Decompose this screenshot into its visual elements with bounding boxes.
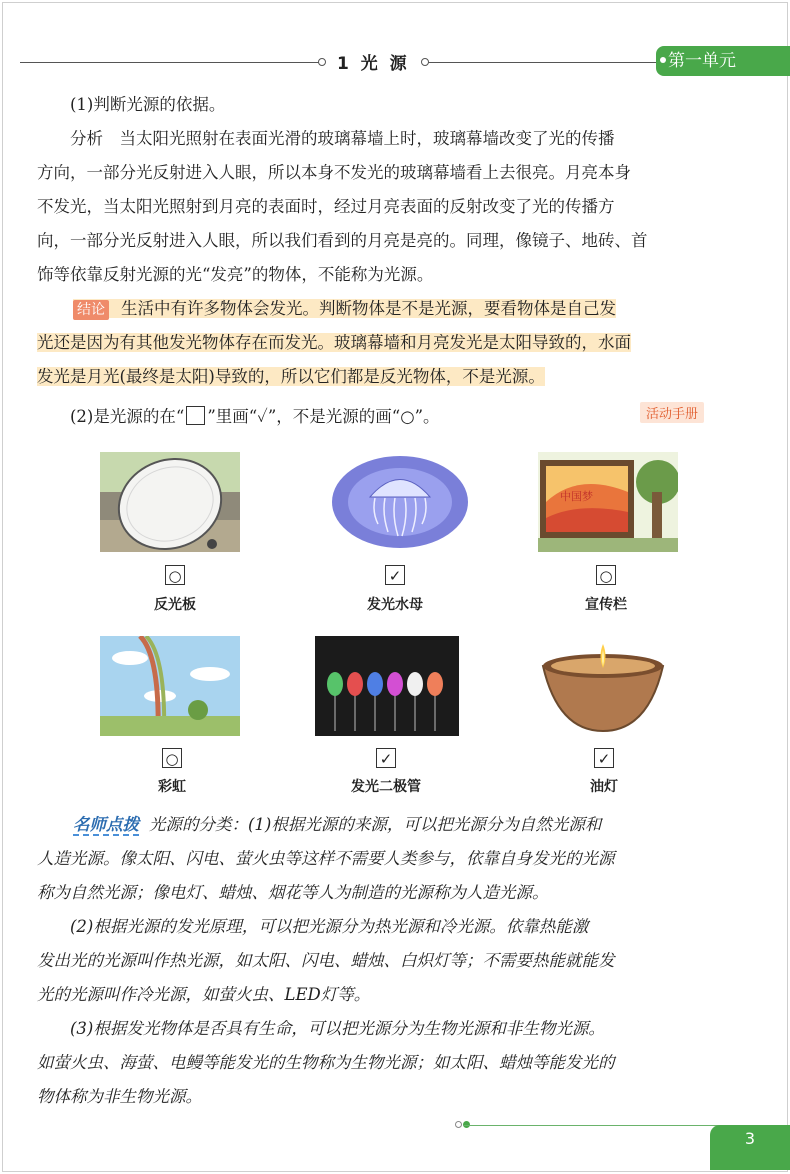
analysis-line: 饰等依靠反射光源的光“发亮”的物体，不能称为光源。 (37, 265, 434, 284)
page-number: 3 (710, 1125, 790, 1170)
label-jellyfish: 发光水母 (367, 597, 423, 613)
empty-box-symbol (186, 406, 205, 425)
answer-box-led: ✓ (376, 748, 396, 768)
answer-box-oil-lamp: ✓ (594, 748, 614, 768)
conclusion-line: 生活中有许多物体会发光。判断物体是不是光源，要看物体是自己发 (121, 299, 616, 318)
conclusion-line: 光还是因为有其他发光物体存在而发光。玻璃幕墙和月亮发光是太阳导致的，水面 (37, 333, 631, 352)
label-led: 发光二极管 (351, 779, 421, 795)
section2-heading-after: ”里画“✓”，不是光源的画“○”。 (207, 407, 440, 426)
billboard-picture (538, 452, 678, 552)
analysis-line: 分析 当太阳光照射在表面光滑的玻璃幕墙上时，玻璃幕墙改变了光的传播 (70, 129, 615, 148)
oil-lamp-picture (538, 636, 668, 736)
header-dot-left (318, 58, 326, 66)
label-billboard: 宣传栏 (585, 597, 627, 613)
tips-line: 称为自然光源；像电灯、蜡烛、烟花等人为制造的光源称为人造光源。 (37, 883, 549, 902)
label-oil-lamp: 油灯 (590, 779, 618, 795)
conclusion-tag: 结论 (73, 300, 109, 320)
led-picture (315, 636, 459, 736)
tips-line: 物体称为非生物光源。 (37, 1087, 202, 1106)
chapter-title: 1 光 源 (337, 54, 410, 74)
analysis-paragraph (37, 122, 753, 292)
header-rule-left (20, 62, 320, 63)
tips-line: 发出光的光源叫作热光源，如太阳、闪电、蜡烛、白炽灯等；不需要热能就能发 (37, 951, 615, 970)
label-reflector: 反光板 (154, 597, 196, 613)
activity-handbook-tag: 活动手册 (640, 402, 704, 423)
rainbow-picture (100, 636, 240, 736)
tips-line: 光的光源叫作冷光源，如萤火虫、LED灯等。 (37, 985, 371, 1004)
answer-box-billboard: ○ (596, 565, 616, 585)
footer-dot-hollow (455, 1121, 462, 1128)
conclusion-line-wrap (73, 299, 616, 318)
tips-line: 如萤火虫、海萤、电鳗等能发光的生物称为生物光源；如太阳、蜡烛等能发光的 (37, 1053, 615, 1072)
answer-box-rainbow: ○ (162, 748, 182, 768)
tips-block (37, 808, 753, 1114)
section1-heading: (1)判断光源的依据。 (70, 95, 226, 114)
conclusion-paragraph (37, 292, 753, 394)
tips-line: (2)根据光源的发光原理，可以把光源分为热光源和冷光源。依靠热能激 (70, 917, 589, 936)
label-rainbow: 彩虹 (158, 779, 186, 795)
reflector-picture (100, 452, 240, 552)
tips-line: 光源的分类：(1)根据光源的来源，可以把光源分为自然光源和 (149, 815, 602, 834)
billboard-text: 中国梦 (560, 490, 593, 503)
analysis-line: 不发光，当太阳光照射到月亮的表面时，经过月亮表面的反射改变了光的传播方 (37, 197, 615, 216)
section2-heading-before: (2)是光源的在“ (70, 407, 185, 426)
answer-box-jellyfish: ✓ (385, 565, 405, 585)
answer-box-reflector: ○ (165, 565, 185, 585)
analysis-line: 方向，一部分光反射进入人眼，所以本身不发光的玻璃幕墙看上去很亮。月亮本身 (37, 163, 631, 182)
tips-line: (3)根据发光物体是否具有生命，可以把光源分为生物光源和非生物光源。 (70, 1019, 605, 1038)
jellyfish-picture (330, 452, 470, 552)
conclusion-line: 发光是月光(最终是太阳)导致的，所以它们都是反光物体，不是光源。 (37, 367, 545, 386)
tips-tag: 名师点拨 (73, 815, 139, 834)
tips-line: 人造光源。像太阳、闪电、萤火虫等这样不需要人类参与，依靠自身发光的光源 (37, 849, 615, 868)
analysis-line: 向，一部分光反射进入人眼，所以我们看到的月亮是亮的。同理，像镜子、地砖、首 (37, 231, 648, 250)
header-rule-right (428, 62, 658, 63)
unit-tab: 第一单元 (656, 46, 790, 76)
